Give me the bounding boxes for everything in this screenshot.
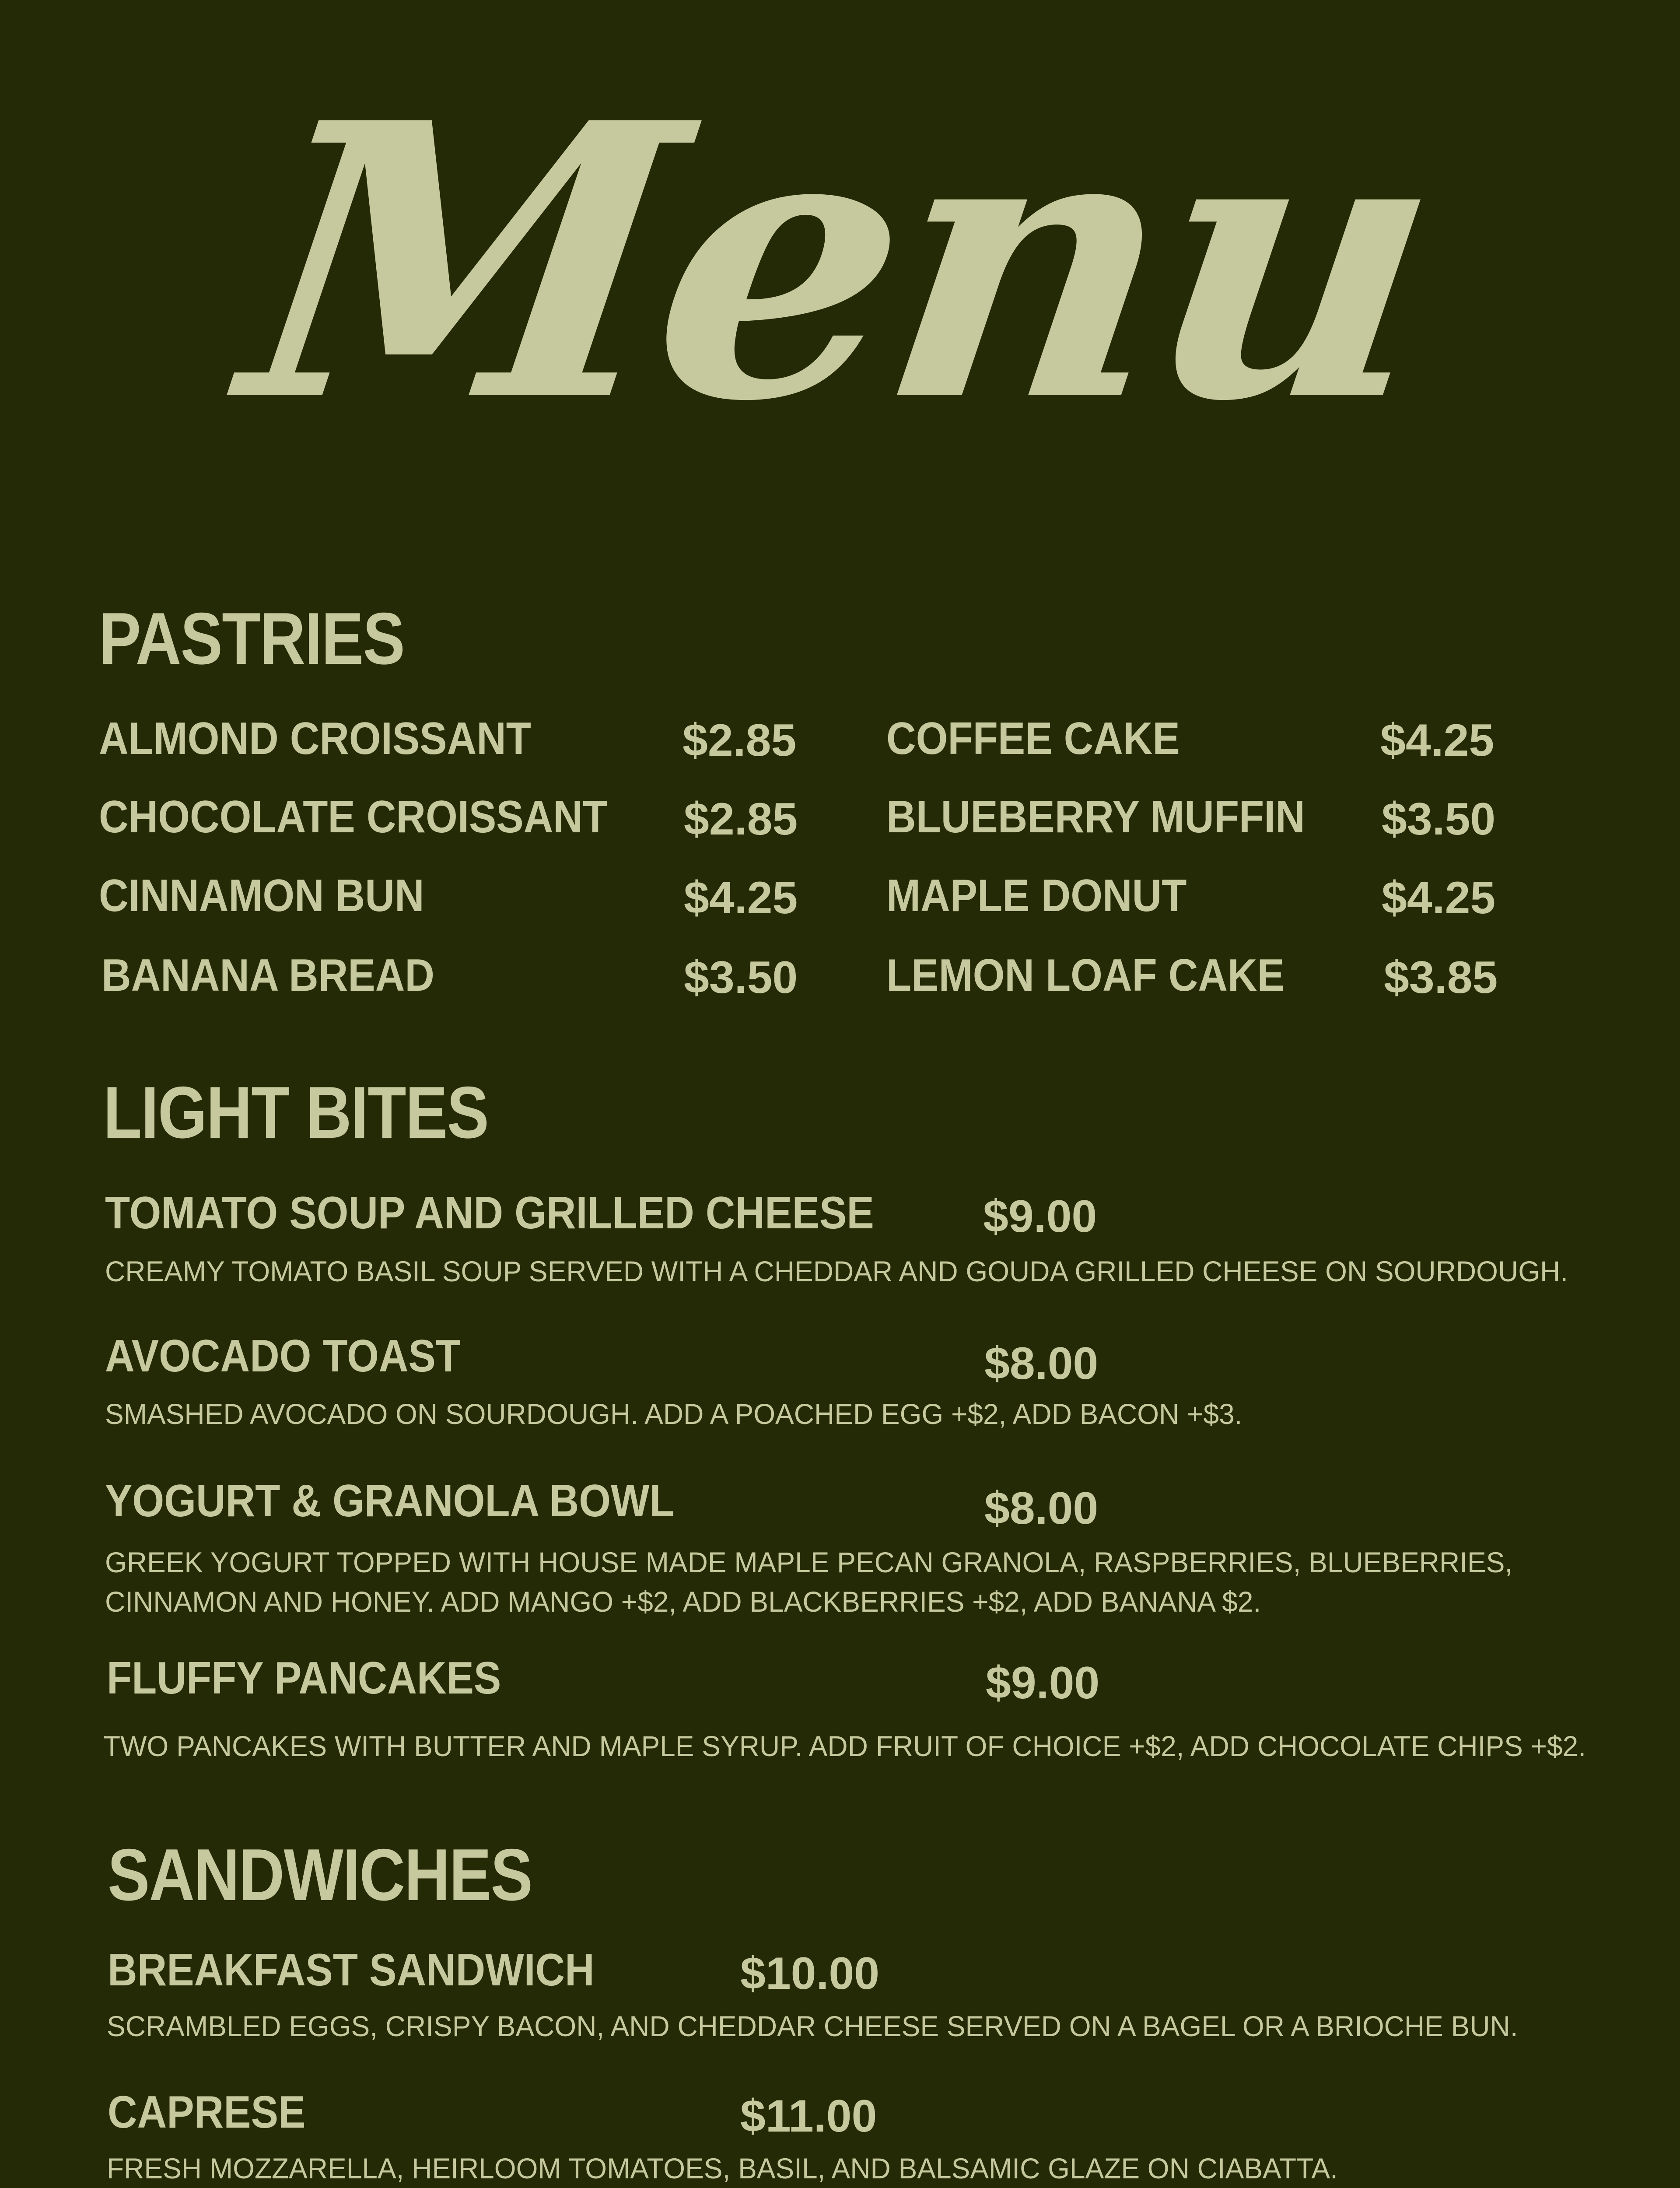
light-bite-name: YOGURT & GRANOLA BOWL <box>105 1476 675 1526</box>
pastry-price: $4.25 <box>1382 873 1496 923</box>
light-bite-description: GREEK YOGURT TOPPED WITH HOUSE MADE MAPLE PECAN GRANOLA, RASPBERRIES, BLUEBERRIES, <box>105 1546 1513 1578</box>
sandwich-name: BREAKFAST SANDWICH <box>108 1945 595 1995</box>
pastry-name: MAPLE DONUT <box>886 870 1187 921</box>
light-bite-name: FLUFFY PANCAKES <box>107 1653 501 1704</box>
light-bite-price: $9.00 <box>986 1658 1100 1708</box>
pastry-name: BANANA BREAD <box>102 950 434 1001</box>
pastry-name: COFFEE CAKE <box>886 713 1180 764</box>
section-heading-light-bites: LIGHT BITES <box>103 1071 489 1154</box>
pastry-price: $3.85 <box>1384 952 1498 1003</box>
menu-title: Menu <box>225 41 1455 484</box>
sandwich-price: $11.00 <box>740 2091 877 2142</box>
sandwich-description: SCRAMBLED EGGS, CRISPY BACON, AND CHEDDAR CHEESE SERVED ON A BAGEL OR A BRIOCHE BUN. <box>107 2010 1518 2042</box>
light-bite-price: $9.00 <box>983 1191 1097 1242</box>
pastry-price: $2.85 <box>684 794 798 845</box>
pastry-price: $3.50 <box>1382 794 1496 845</box>
light-bite-name: TOMATO SOUP AND GRILLED CHEESE <box>105 1188 874 1238</box>
light-bite-price: $8.00 <box>984 1338 1099 1389</box>
pastry-price: $4.25 <box>684 873 798 923</box>
pastry-name: LEMON LOAF CAKE <box>886 950 1284 1001</box>
light-bite-description: CINNAMON AND HONEY. ADD MANGO +$2, ADD BLACKBERRIES +$2, ADD BANANA $2. <box>105 1585 1261 1618</box>
sandwich-description: FRESH MOZZARELLA, HEIRLOOM TOMATOES, BASIL, AND BALSAMIC GLAZE ON CIABATTA. <box>107 2152 1338 2184</box>
section-heading-pastries: PASTRIES <box>99 597 405 680</box>
pastry-name: BLUEBERRY MUFFIN <box>886 792 1305 842</box>
sandwich-name: CAPRESE <box>108 2087 306 2138</box>
pastry-price: $3.50 <box>684 952 798 1003</box>
section-heading-sandwiches: SANDWICHES <box>108 1834 532 1916</box>
light-bite-name: AVOCADO TOAST <box>105 1331 461 1382</box>
light-bite-description: SMASHED AVOCADO ON SOURDOUGH. ADD A POACHED EGG +$2, ADD BACON +$3. <box>105 1398 1242 1430</box>
light-bite-description: TWO PANCAKES WITH BUTTER AND MAPLE SYRUP. ADD FRUIT OF CHOICE +$2, ADD CHOCOLATE CHIPS +$2. <box>103 1730 1586 1762</box>
pastry-name: CHOCOLATE CROISSANT <box>99 792 608 842</box>
light-bite-description: CREAMY TOMATO BASIL SOUP SERVED WITH A CHEDDAR AND GOUDA GRILLED CHEESE ON SOURDOUGH. <box>105 1255 1568 1287</box>
pastry-name: ALMOND CROISSANT <box>99 713 531 764</box>
pastry-name: CINNAMON BUN <box>99 870 424 921</box>
sandwich-price: $10.00 <box>740 1948 880 1999</box>
light-bite-price: $8.00 <box>984 1483 1099 1534</box>
pastry-price: $4.25 <box>1380 715 1494 766</box>
pastry-price: $2.85 <box>682 715 797 766</box>
